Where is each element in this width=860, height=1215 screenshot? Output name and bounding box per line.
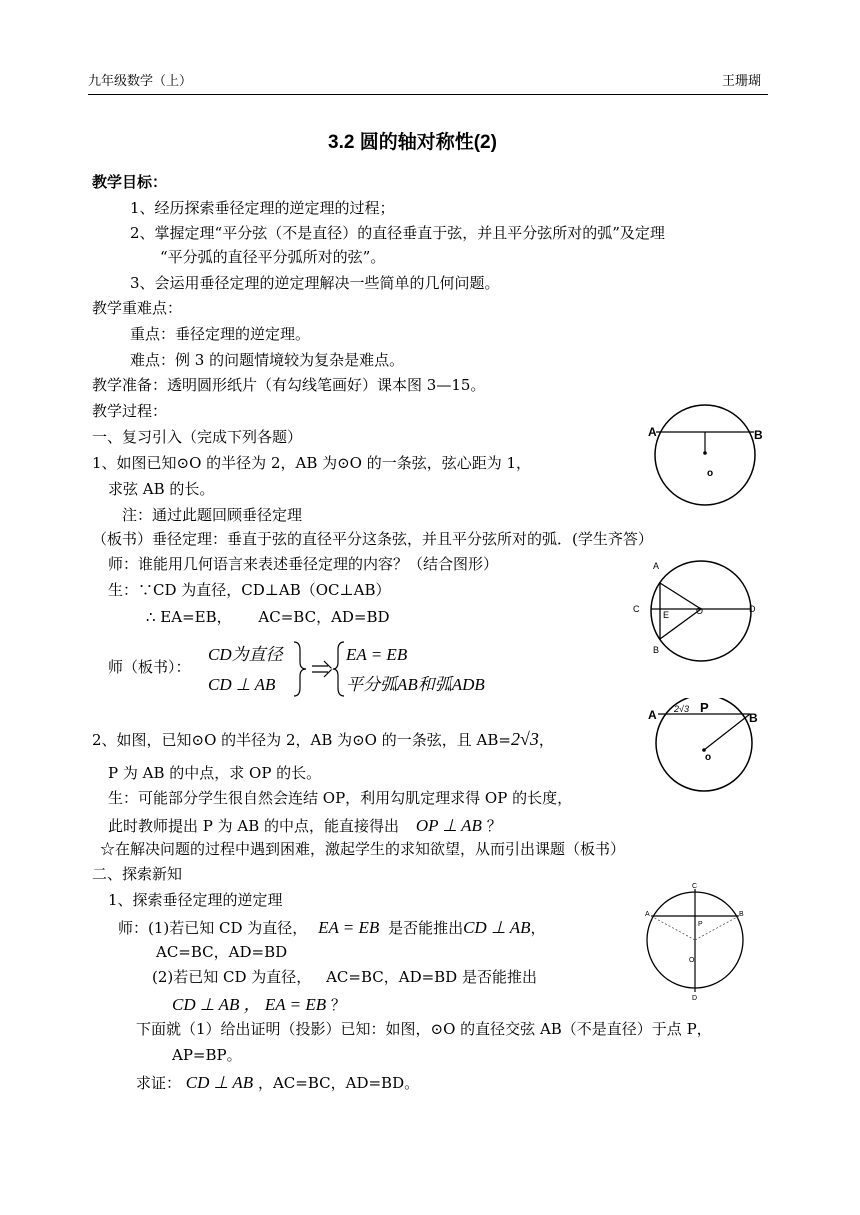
fig3-label-b: B xyxy=(749,711,758,725)
question-1a: 1、如图已知⊙O 的半径为 2，AB 为⊙O 的一条弦，弦心距为 1， xyxy=(92,454,532,472)
goals-heading: 教学目标： xyxy=(92,173,168,191)
right-brace xyxy=(332,640,346,698)
fig1-label-o: o xyxy=(707,468,714,479)
header-right: 王珊瑚 xyxy=(722,74,762,89)
teacher-label: 师（板书）： xyxy=(108,658,191,676)
goal-2b: “平分弧的直径平分弧所对的弦”。 xyxy=(160,248,386,266)
hard-point: 难点：例 3 的问题情境较为复杂是难点。 xyxy=(130,351,405,369)
fig4-label-c: C xyxy=(692,883,698,890)
student-note-2-text: 此时教师提出 P 为 AB 的中点，能直接得出 xyxy=(108,817,400,835)
header-rule xyxy=(88,94,768,95)
teacher-q2-text: (2)若已知 CD 为直径， xyxy=(152,968,312,986)
teacher-q1-end: ， xyxy=(530,919,546,937)
prove-arcs: ，AC=BC，AD=BD。 xyxy=(257,1074,420,1092)
note: 注：通过此题回顾垂径定理 xyxy=(122,506,303,524)
brace-right-1: EA = EB xyxy=(346,645,408,664)
fig4-label-p: P xyxy=(698,921,703,928)
question-2a xyxy=(92,730,554,748)
question-1b: 求弦 AB 的长。 xyxy=(108,480,215,498)
student-note-2-end: ？ xyxy=(486,817,502,835)
page-title: 3.2 圆的轴对称性(2) xyxy=(328,132,497,153)
teacher-q2 xyxy=(152,970,537,985)
therefore-text: ∴ EA=EB， xyxy=(146,608,232,626)
goal-2a: 2、掌握定理“平分弦（不是直径）的直径垂直于弦，并且平分弦所对的弧”及定理 xyxy=(130,224,665,242)
figure-3 xyxy=(644,698,769,793)
question-2b: P 为 AB 的中点，求 OP 的长。 xyxy=(108,764,322,782)
fig3-label-a: A xyxy=(648,708,657,722)
goal-1: 1、经历探索垂径定理的逆定理的过程； xyxy=(130,199,395,217)
fig2-label-o: O xyxy=(696,606,704,616)
fig2-label-b: B xyxy=(653,645,660,655)
fig1-label-b: B xyxy=(754,428,763,442)
proof-line-2: AP=BP。 xyxy=(172,1046,242,1064)
question-2a-end: ， xyxy=(538,731,554,749)
fig3-label-p: P xyxy=(700,700,709,715)
student-answer-1: 生：∵CD 为直径，CD⊥AB（OC⊥AB） xyxy=(108,581,391,599)
figure-1 xyxy=(648,402,768,512)
prove-math: CD ⊥ AB xyxy=(185,1073,254,1092)
arc-equalities: AC=BC，AD=BD xyxy=(258,608,390,626)
brace-left-2: CD ⊥ AB xyxy=(208,675,276,694)
fig2-label-c: C xyxy=(633,604,640,614)
teacher-q1-arcs: AC=BC，AD=BD xyxy=(156,943,288,961)
teacher-q2-line2 xyxy=(172,996,346,1013)
figure-4 xyxy=(645,880,755,1000)
fig2-label-e: E xyxy=(663,610,670,620)
prove-line xyxy=(136,1074,419,1091)
section2-heading: 二、探索新知 xyxy=(92,865,183,883)
ab-value: 2√3 xyxy=(510,729,539,749)
ea-eq-eb: EA = EB xyxy=(318,918,380,937)
teacher-q1 xyxy=(118,919,545,936)
section1-heading: 一、复习引入（完成下列各题） xyxy=(92,428,303,446)
fig2-label-d: D xyxy=(749,604,756,614)
fig2-label-a: A xyxy=(653,561,660,571)
fig4-label-b: B xyxy=(739,911,744,918)
teacher-ask: 师：谁能用几何语言来表述垂径定理的内容？（结合图形） xyxy=(108,555,499,573)
fig4-label-o: O xyxy=(689,957,695,964)
question-2a-text: 2、如图，已知⊙O 的半径为 2，AB 为⊙O 的一条弦，且 AB= xyxy=(92,731,511,749)
prep: 教学准备：透明圆形纸片（有勾线笔画好）课本图 3—15。 xyxy=(92,376,486,394)
proof-line-1: 下面就（1）给出证明（投影）已知：如图，⊙O 的直径交弦 AB（不是直径）于点 P， xyxy=(136,1020,712,1038)
fig1-label-a: A xyxy=(648,425,657,439)
section2-sub: 1、探索垂径定理的逆定理 xyxy=(108,891,283,909)
teacher-q2-math: CD ⊥ AB ， EA = EB xyxy=(172,995,327,1014)
fig3-label-len: 2√3 xyxy=(674,704,689,714)
star-note: ☆在解决问题的过程中遇到困难，激起学生的求知欲望，从而引出课题（板书） xyxy=(100,840,626,858)
op-perp-ab: OP ⊥ AB xyxy=(415,816,482,835)
fig3-label-o: o xyxy=(705,752,712,763)
teacher-q2-end: ？ xyxy=(330,996,346,1014)
goal-3: 3、会运用垂径定理的逆定理解决一些简单的几何问题。 xyxy=(130,274,500,292)
difficulty-heading: 教学重难点： xyxy=(92,299,183,317)
prove-label: 求证： xyxy=(136,1074,182,1092)
brace-left-1: CD为直径 xyxy=(208,645,283,664)
theorem: （板书）垂径定理：垂直于弦的直径平分这条弦，并且平分弦所对的弧．(学生齐答） xyxy=(92,530,653,548)
student-note-2 xyxy=(108,817,502,834)
teacher-q2-arcs: AC=BC，AD=BD xyxy=(326,968,458,986)
student-note-1: 生：可能部分学生很自然会连结 OP，利用勾肌定理求得 OP 的长度， xyxy=(108,789,573,807)
teacher-q1-text: 师：(1)若已知 CD 为直径， xyxy=(118,919,308,937)
cd-perp-ab: CD ⊥ AB xyxy=(463,918,531,937)
teacher-q1-mid: 是否能推出 xyxy=(388,919,464,937)
teacher-q2-mid: 是否能推出 xyxy=(462,968,538,986)
brace-right-2: 平分弧AB和弧ADB xyxy=(346,675,485,694)
fig4-label-a: A xyxy=(645,911,650,918)
figure-2 xyxy=(630,556,765,666)
header-left: 九年级数学（上） xyxy=(88,74,193,89)
key-point: 重点：垂径定理的逆定理。 xyxy=(130,325,311,343)
student-answer-2 xyxy=(146,610,390,625)
process-heading: 教学过程： xyxy=(92,402,168,420)
fig4-label-d: D xyxy=(692,995,698,1000)
